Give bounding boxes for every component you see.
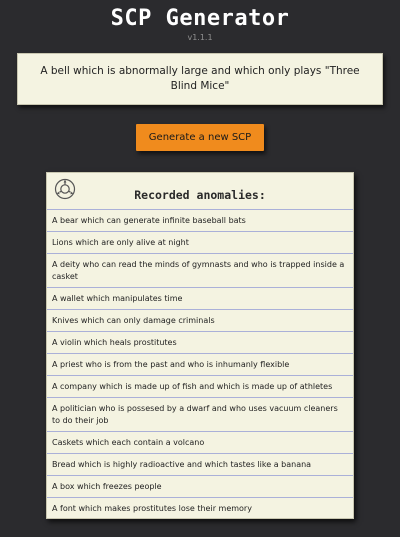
anomaly-item: A box which freezes people [47,475,353,497]
generate-scp-button[interactable]: Generate a new SCP [136,124,264,151]
anomaly-item: Caskets which each contain a volcano [47,431,353,453]
anomaly-item: A wallet which manipulates time [47,287,353,309]
anomaly-item: A font which makes prostitutes lose their memory [47,497,353,519]
recorded-anomalies-panel [46,172,354,519]
anomaly-item: A violin which heals prostitutes [47,331,353,353]
anomaly-item: A company which is made up of fish and which is made up of athletes [47,375,353,397]
anomaly-list [47,209,353,519]
generated-scp-display [17,53,383,105]
anomaly-item: Lions which are only alive at night [47,231,353,253]
anomaly-item: A bear which can generate infinite baseball bats [47,209,353,231]
anomaly-item: A politician who is possesed by a dwarf and who uses vacuum cleaners to do their job [47,397,353,431]
generated-scp-text: A bell which is abnormally large and which only plays "Three Blind Mice" [40,65,360,92]
anomaly-item: Knives which can only damage criminals [47,309,353,331]
anomaly-item: A priest who is from the past and who is inhumanly flexible [47,353,353,375]
anomaly-item: A deity who can read the minds of gymnasts and who is trapped inside a casket [47,253,353,287]
anomaly-item: Bread which is highly radioactive and which tastes like a banana [47,453,353,475]
page-title: SCP Generator [110,6,290,31]
anomalies-title: Recorded anomalies: [134,188,266,202]
version-label: v1.1.1 [187,33,213,42]
